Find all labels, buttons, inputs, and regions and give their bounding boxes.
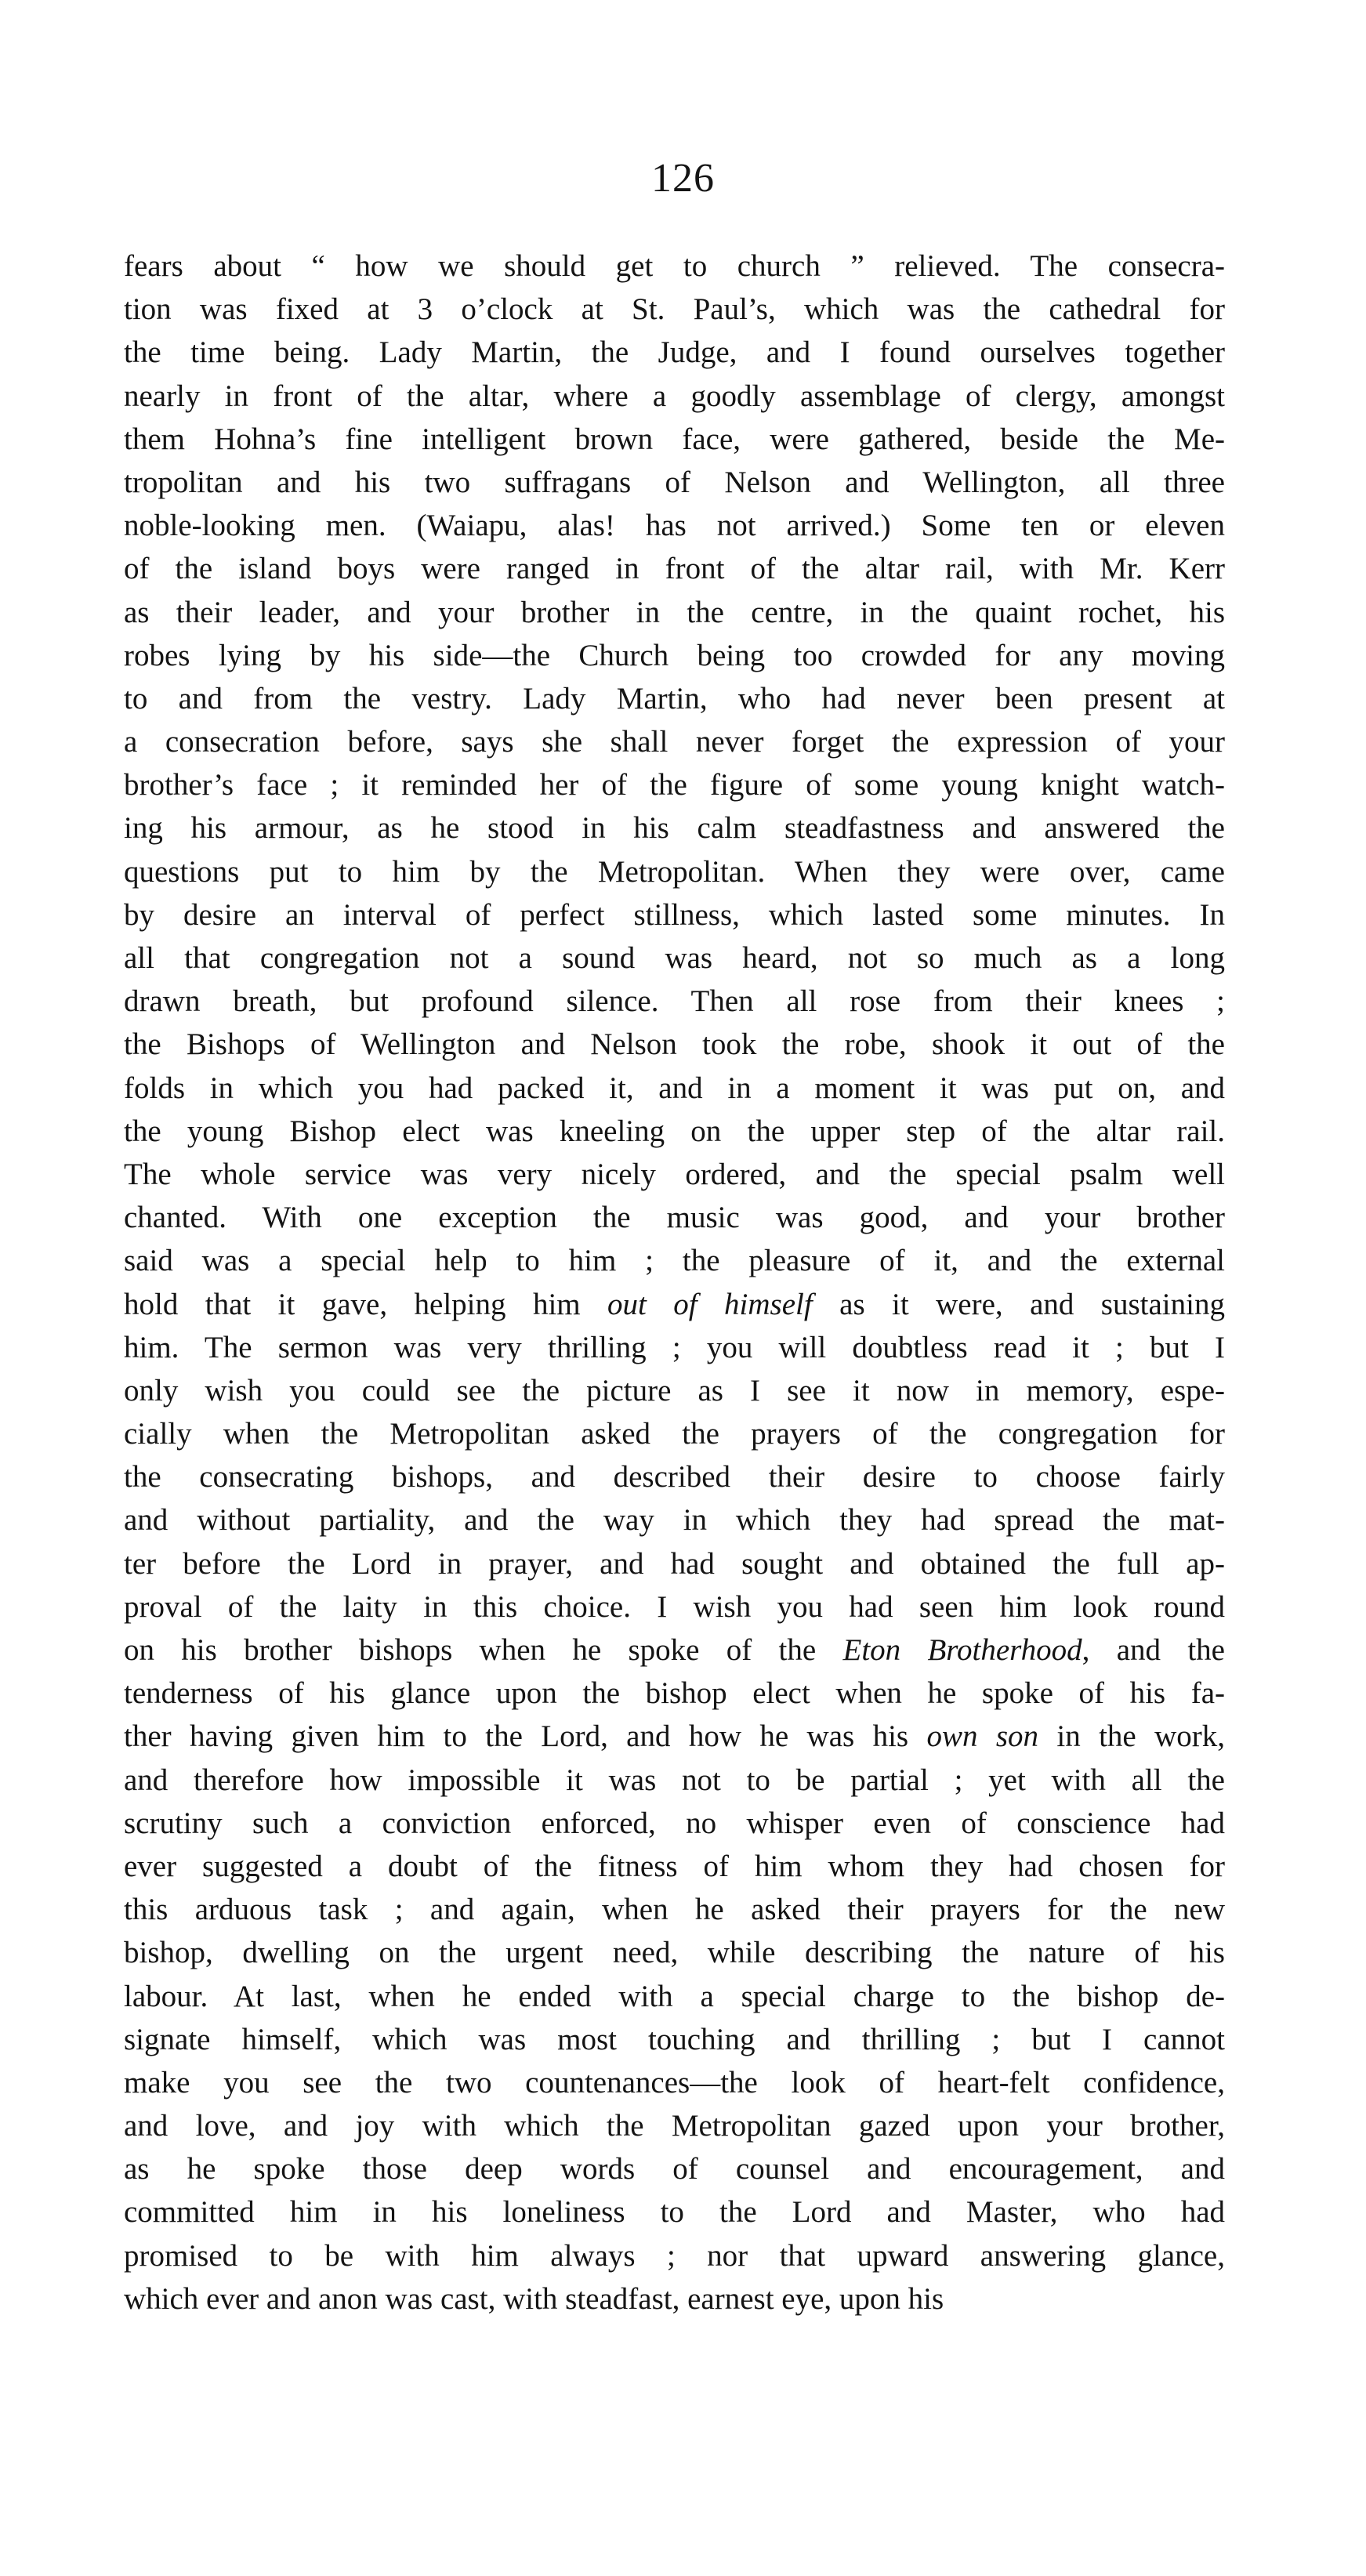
text-line: [124, 245, 1225, 288]
text-segment: scrutiny such a conviction enforced, no whisper even of conscience had: [124, 1806, 1225, 1840]
text-line: [124, 1542, 1225, 1585]
text-line: [124, 331, 1225, 374]
text-segment: of the island boys were ranged in front of the altar rail, with Mr. Kerr: [124, 552, 1225, 586]
text-line: [124, 1110, 1225, 1153]
text-line: [124, 1672, 1225, 1715]
text-segment: and without partiality, and the way in which they had spread the mat-: [124, 1503, 1225, 1538]
text-line: [124, 937, 1225, 980]
text-line: [124, 1153, 1225, 1196]
text-segment: tropolitan and his two suffragans of Nelson and Wellington, all three: [124, 465, 1225, 499]
text-line: [124, 1023, 1225, 1066]
text-line: [124, 1888, 1225, 1931]
text-segment: them Hohna’s fine intelligent brown face, were gathered, beside the Me-: [124, 422, 1225, 456]
text-line: [124, 288, 1225, 331]
text-segment: ter before the Lord in prayer, and had sought and obtained the full ap-: [124, 1546, 1225, 1581]
text-segment: labour. At last, when he ended with a special charge to the bishop de-: [124, 1979, 1225, 2013]
text-segment: chanted. With one exception the music was good, and your brother: [124, 1201, 1225, 1235]
text-segment: tenderness of his glance upon the bishop elect when he spoke of his fa-: [124, 1676, 1225, 1711]
text-line: [124, 2104, 1225, 2147]
text-segment: as their leader, and your brother in the centre, in the quaint rochet, his: [124, 595, 1225, 629]
text-segment: and love, and joy with which the Metropolitan gazed upon your brother,: [124, 2109, 1225, 2143]
text-segment: ever suggested a doubt of the fitness of him whom they had chosen for: [124, 1849, 1225, 1883]
text-segment: , and the: [1082, 1633, 1225, 1667]
text-line: [124, 1067, 1225, 1110]
text-segment: bishop, dwelling on the urgent need, while describing the nature of his: [124, 1936, 1225, 1970]
text-segment: to and from the vestry. Lady Martin, who had never been present at: [124, 681, 1225, 716]
text-segment: nearly in front of the altar, where a goodly assemblage of clergy, amongst: [124, 379, 1225, 413]
text-line: [124, 1283, 1225, 1326]
text-segment: folds in which you had packed it, and in a moment it was put on, and: [124, 1071, 1225, 1105]
text-line: [124, 504, 1225, 547]
text-line: [124, 1975, 1225, 2018]
italic-text: Eton Brotherhood: [842, 1633, 1082, 1667]
text-line: [124, 1629, 1225, 1672]
text-line: [124, 461, 1225, 504]
text-line: [124, 1802, 1225, 1845]
text-line: [124, 634, 1225, 677]
text-line: [124, 1326, 1225, 1369]
text-segment: as he spoke those deep words of counsel and encouragement, and: [124, 2152, 1225, 2187]
text-segment: promised to be with him always ; nor that upward answering glance,: [124, 2238, 1225, 2273]
page-number: 126: [651, 156, 715, 201]
text-segment: in the work,: [1038, 1719, 1225, 1754]
text-segment: said was a special help to him ; the pleasure of it, and the external: [124, 1244, 1225, 1278]
text-segment: all that congregation not a sound was heard, not so much as a long: [124, 941, 1225, 975]
text-segment: as it were, and sustaining: [812, 1287, 1225, 1321]
text-segment: a consecration before, says she shall never forget the expression of your: [124, 725, 1225, 759]
body-text: [124, 245, 1225, 2321]
text-segment: hold that it gave, helping him: [124, 1287, 608, 1321]
text-segment: proval of the laity in this choice. I wish you had seen him look round: [124, 1589, 1225, 1624]
text-line: [124, 1369, 1225, 1412]
text-line: [124, 677, 1225, 720]
text-line: [124, 1498, 1225, 1542]
text-segment: only wish you could see the picture as I see it now in memory, espe-: [124, 1373, 1225, 1408]
text-segment: questions put to him by the Metropolitan. When they were over, came: [124, 854, 1225, 889]
text-segment: the time being. Lady Martin, the Judge, and I found ourselves together: [124, 335, 1225, 370]
text-segment: which ever and anon was cast, with steadfast, earnest eye, upon his: [124, 2281, 944, 2316]
text-segment: robes lying by his side—the Church being too crowded for any moving: [124, 638, 1225, 672]
text-segment: by desire an interval of perfect stillness, which lasted some minutes. In: [124, 897, 1225, 932]
text-segment: signate himself, which was most touching and thrilling ; but I cannot: [124, 2022, 1225, 2056]
text-segment: on his brother bishops when he spoke of the: [124, 1633, 843, 1667]
text-line: [124, 1196, 1225, 1239]
text-segment: tion was fixed at 3 o’clock at St. Paul’s, which was the cathedral for: [124, 292, 1225, 327]
italic-text: own son: [926, 1719, 1039, 1754]
text-line: [124, 375, 1225, 418]
text-line: [124, 2061, 1225, 2104]
text-line: [124, 2018, 1225, 2061]
text-line: [124, 806, 1225, 850]
text-line: [124, 591, 1225, 634]
text-segment: noble-looking men. (Waiapu, alas! has not arrived.) Some ten or eleven: [124, 509, 1225, 543]
text-line: [124, 2190, 1225, 2234]
text-segment: the young Bishop elect was kneeling on the upper step of the altar rail.: [124, 1114, 1225, 1148]
text-line: [124, 418, 1225, 461]
text-line: [124, 1585, 1225, 1629]
text-segment: the consecrating bishops, and described their desire to choose fairly: [124, 1460, 1225, 1495]
text-segment: cially when the Metropolitan asked the prayers of the congregation for: [124, 1417, 1225, 1451]
text-line: [124, 1455, 1225, 1498]
text-line: [124, 2234, 1225, 2277]
text-line: [124, 850, 1225, 893]
text-line: [124, 980, 1225, 1023]
text-segment: him. The sermon was very thrilling ; you will doubtless read it ; but I: [124, 1330, 1225, 1364]
text-segment: and therefore how impossible it was not to be partial ; yet with all the: [124, 1763, 1225, 1797]
text-line: [124, 720, 1225, 763]
text-segment: drawn breath, but profound silence. Then all rose from their knees ;: [124, 984, 1225, 1019]
text-segment: ther having given him to the Lord, and how he was his: [124, 1719, 927, 1754]
text-line: [124, 893, 1225, 937]
italic-text: out of himself: [607, 1287, 813, 1321]
text-segment: make you see the two countenances—the look of heart-felt confidence,: [124, 2065, 1225, 2100]
text-line: [124, 547, 1225, 590]
text-line: [124, 763, 1225, 806]
text-line: [124, 2277, 1225, 2321]
text-line: [124, 1759, 1225, 1802]
text-line: [124, 1239, 1225, 1282]
text-line: [124, 1931, 1225, 1974]
text-segment: the Bishops of Wellington and Nelson took the robe, shook it out of the: [124, 1027, 1225, 1062]
text-segment: ing his armour, as he stood in his calm steadfastness and answered the: [124, 811, 1225, 846]
text-line: [124, 1412, 1225, 1455]
text-segment: fears about “ how we should get to church ” relieved. The consecra-: [124, 249, 1225, 283]
text-line: [124, 1715, 1225, 1758]
text-segment: brother’s face ; it reminded her of the figure of some young knight watch-: [124, 768, 1225, 803]
text-segment: this arduous task ; and again, when he asked their prayers for the new: [124, 1893, 1225, 1927]
text-segment: The whole service was very nicely ordered, and the special psalm well: [124, 1157, 1225, 1191]
text-line: [124, 1845, 1225, 1888]
text-segment: committed him in his loneliness to the Lord and Master, who had: [124, 2195, 1225, 2230]
text-line: [124, 2147, 1225, 2190]
